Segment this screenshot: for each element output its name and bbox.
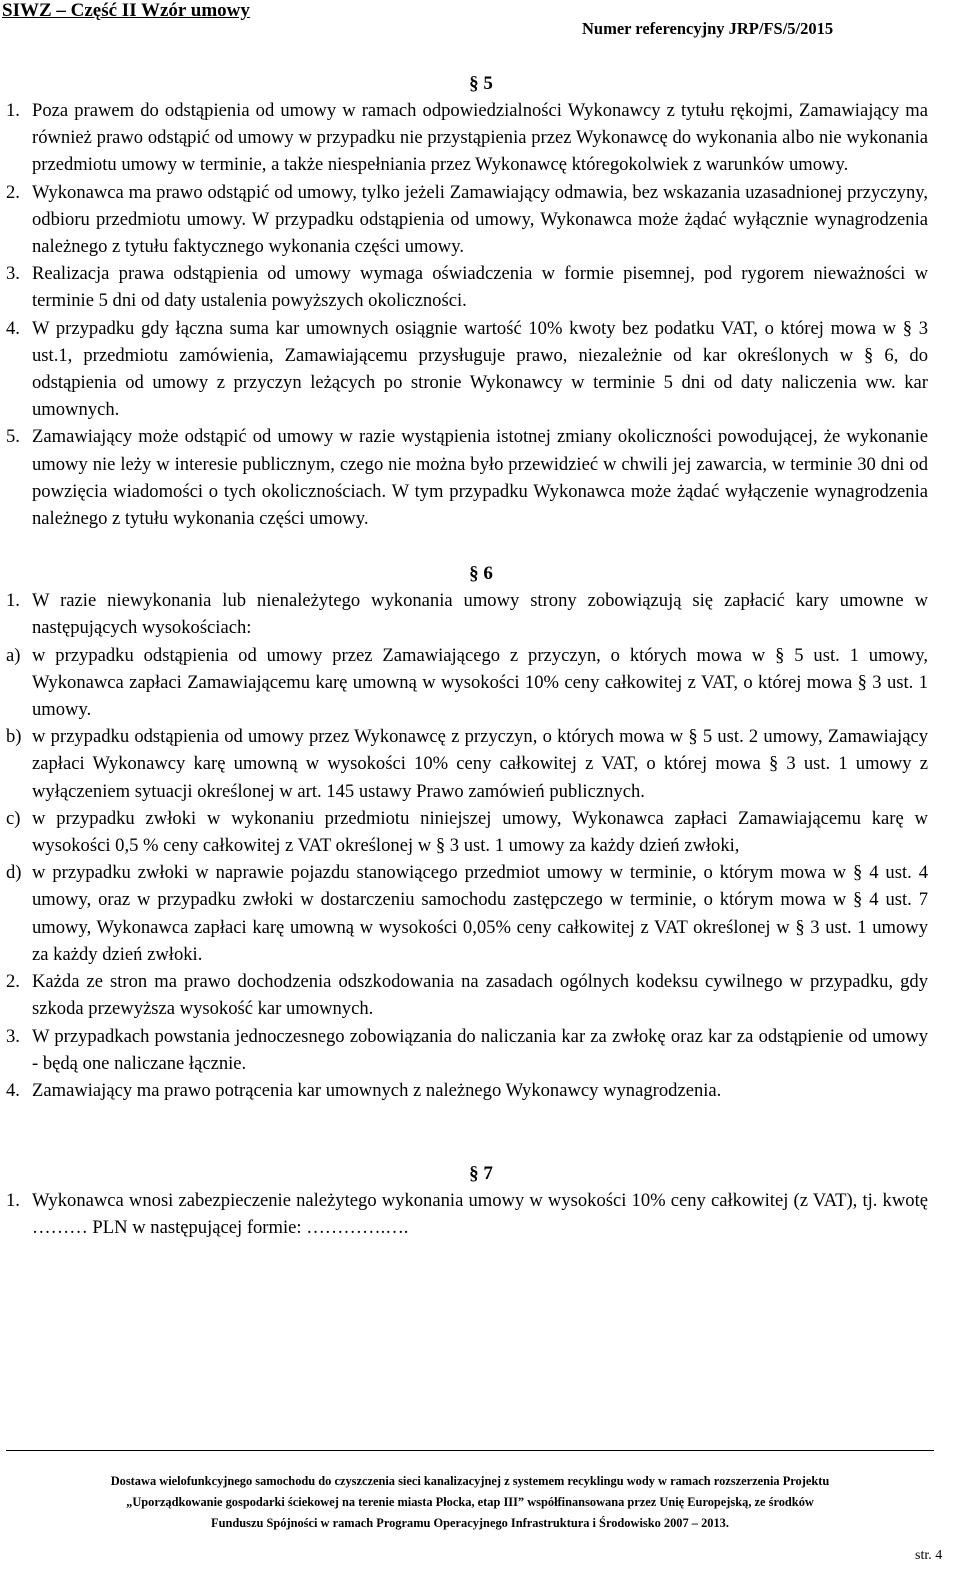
item-number: 4. (6, 1079, 20, 1101)
list-item (6, 315, 928, 424)
item-text: Wykonawca ma prawo odstąpić od umowy, tylko jeżeli Zamawiający odmawia, bez wskazania uzasadnionej przyczyny, odbioru przedmiotu umowy. W przypadku odstąpienia od umowy, Wykonawca może żądać wyłącznie wynagrodzenia należnego z tytułu faktycznego wykonania części umowy. (32, 181, 928, 258)
footer (6, 1471, 934, 1534)
document-body (6, 70, 928, 1242)
header-reference-number: Numer referencyjny JRP/FS/5/2015 (582, 19, 834, 38)
section-spacer (6, 1104, 928, 1160)
item-text: Każda ze stron ma prawo dochodzenia odszkodowania na zasadach ogólnych kodeksu cywilnego w przypadku, gdy szkoda przewyższa wysokość kar umownych. (32, 971, 928, 1020)
list-subitem (6, 642, 928, 724)
list-item (6, 968, 928, 1022)
list-item (6, 1077, 928, 1104)
item-number: 2. (6, 181, 20, 203)
header-document-title: SIWZ – Część II Wzór umowy (2, 0, 250, 21)
item-number: 3. (6, 1025, 20, 1047)
list-item (6, 260, 928, 314)
list-subitem (6, 805, 928, 859)
section-spacer (6, 532, 928, 560)
section-7-list (6, 1187, 928, 1241)
section-7-title: § 7 (469, 1163, 493, 1185)
footer-line: „Uporządkowanie gospodarki ściekowej na terenie miasta Płocka, etap III” współfinansowana przez Unię Europejską, ze środków (126, 1495, 814, 1509)
subitem-letter: d) (6, 862, 22, 884)
footer-line: Dostawa wielofunkcyjnego samochodu do czyszczenia sieci kanalizacyjnej z systemem recyklingu wody w ramach rozszerzenia Projektu (110, 1474, 830, 1488)
list-item (6, 423, 928, 532)
footer-divider (6, 1450, 934, 1451)
list-subitem (6, 723, 928, 805)
item-number: 4. (6, 317, 20, 339)
item-text: Poza prawem do odstąpienia od umowy w ramach odpowiedzialności Wykonawcy z tytułu rękojmi, Zamawiający ma również prawo odstąpić od umowy w przypadku nie przystąpienia przez Wykonawcę do wykonania albo nie wykonania przedmiotu umowy w terminie, a także niespełniania przez Wykonawcę któregokolwiek z warunków umowy. (32, 100, 928, 176)
subitem-letter: a) (6, 644, 21, 666)
section-5-title: § 5 (469, 73, 493, 94)
list-subitem (6, 859, 928, 968)
item-text: Zamawiający ma prawo potrącenia kar umownych z należnego Wykonawcy wynagrodzenia. (32, 1079, 722, 1101)
section-6-title: § 6 (469, 563, 493, 585)
page-number: str. 4 (915, 1548, 943, 1563)
subitem-text: w przypadku zwłoki w naprawie pojazdu stanowiącego przedmiot umowy w terminie, o którym mowa w § 4 ust. 4 umowy, oraz w przypadku zwłoki w dostarczeniu samochodu zastępczego w terminie, o którym mowa w § 4 ust. 7 umowy, Wykonawca zapłaci karę umowną w wysokości 0,05% ceny całkowitej z VAT określonej w § 3 ust. 1 umowy za każdy dzień zwłoki. (32, 862, 928, 965)
item-text: Zamawiający może odstąpić od umowy w razie wystąpienia istotnej zmiany okoliczności powodującej, że wykonanie umowy nie leży w interesie publicznym, czego nie można było przewidzieć w chwili jej zawarcia, w terminie 30 dni od powzięcia wiadomości o tych okolicznościach. W tym przypadku Wykonawca może żądać wyłączenie wynagrodzenia należnego z tytułu wykonania części umowy. (32, 426, 928, 530)
list-item (6, 97, 928, 179)
list-item (6, 1187, 928, 1241)
item-text: W przypadkach powstania jednoczesnego zobowiązania do naliczania kar za zwłokę oraz kar za odstąpienie od umowy - będą one naliczane łącznie. (32, 1025, 928, 1074)
item-number: 1. (6, 100, 20, 121)
subitem-text: w przypadku zwłoki w wykonaniu przedmiotu niniejszej umowy, Wykonawca zapłaci Zamawiającemu karę w wysokości 0,5 % ceny całkowitej z VAT określonej w § 3 ust. 1 umowy za każdy dzień zwłoki, (32, 807, 928, 857)
subitem-text: w przypadku odstąpienia od umowy przez Zamawiającego z przyczyn, o których mowa w § 5 ust. 1 umowy, Wykonawca zapłaci Zamawiającemu karę umowną w wysokości 10% ceny całkowitej z VAT, o której mowa § 3 ust. 1 umowy. (32, 644, 928, 721)
item-text: Realizacja prawa odstąpienia od umowy wymaga oświadczenia w formie pisemnej, pod rygorem nieważności w terminie 5 dni od daty ustalenia powyższych okoliczności. (32, 263, 928, 312)
subitem-text: w przypadku odstąpienia od umowy przez Wykonawcę z przyczyn, o których mowa w § 5 ust. 2 umowy, Zamawiający zapłaci Wykonawcy karę umowną w wysokości 10% ceny całkowitej z VAT, o której mowa § 3 ust. 1 umowy z wyłączeniem sytuacji określonej w art. 145 ustawy Prawo zamówień publicznych. (32, 726, 928, 802)
item-text: W razie niewykonania lub nienależytego wykonania umowy strony zobowiązują się zapłacić kary umowne w następujących wysokościach: (32, 590, 928, 639)
subitem-letter: c) (6, 807, 21, 829)
item-number: 5. (6, 426, 20, 448)
section-5-list (6, 97, 928, 532)
section-6-list (6, 587, 928, 1104)
item-number: 1. (6, 590, 20, 612)
footer-line: Funduszu Spójności w ramach Programu Operacyjnego Infrastruktura i Środowisko 2007 – 2013. (211, 1516, 729, 1530)
item-number: 3. (6, 263, 20, 285)
list-item (6, 179, 928, 261)
item-text: W przypadku gdy łączna suma kar umownych osiągnie wartość 10% kwoty bez podatku VAT, o której mowa w § 3 ust.1, przedmiotu zamówienia, Zamawiającemu przysługuje prawo, niezależnie od kar określonych w § 6, do odstąpienia od umowy z przyczyn leżących po stronie Wykonawcy w terminie 5 dni od daty naliczenia ww. kar umownych. (32, 317, 928, 421)
subitem-letter: b) (6, 726, 22, 748)
item-text: Wykonawca wnosi zabezpieczenie należytego wykonania umowy w wysokości 10% ceny całkowitej (z VAT), tj. kwotę ……… PLN w następującej formie: ………….…. (32, 1190, 928, 1239)
list-item (6, 1023, 928, 1077)
list-item (6, 587, 928, 641)
item-number: 1. (6, 1190, 20, 1212)
item-number: 2. (6, 971, 20, 993)
